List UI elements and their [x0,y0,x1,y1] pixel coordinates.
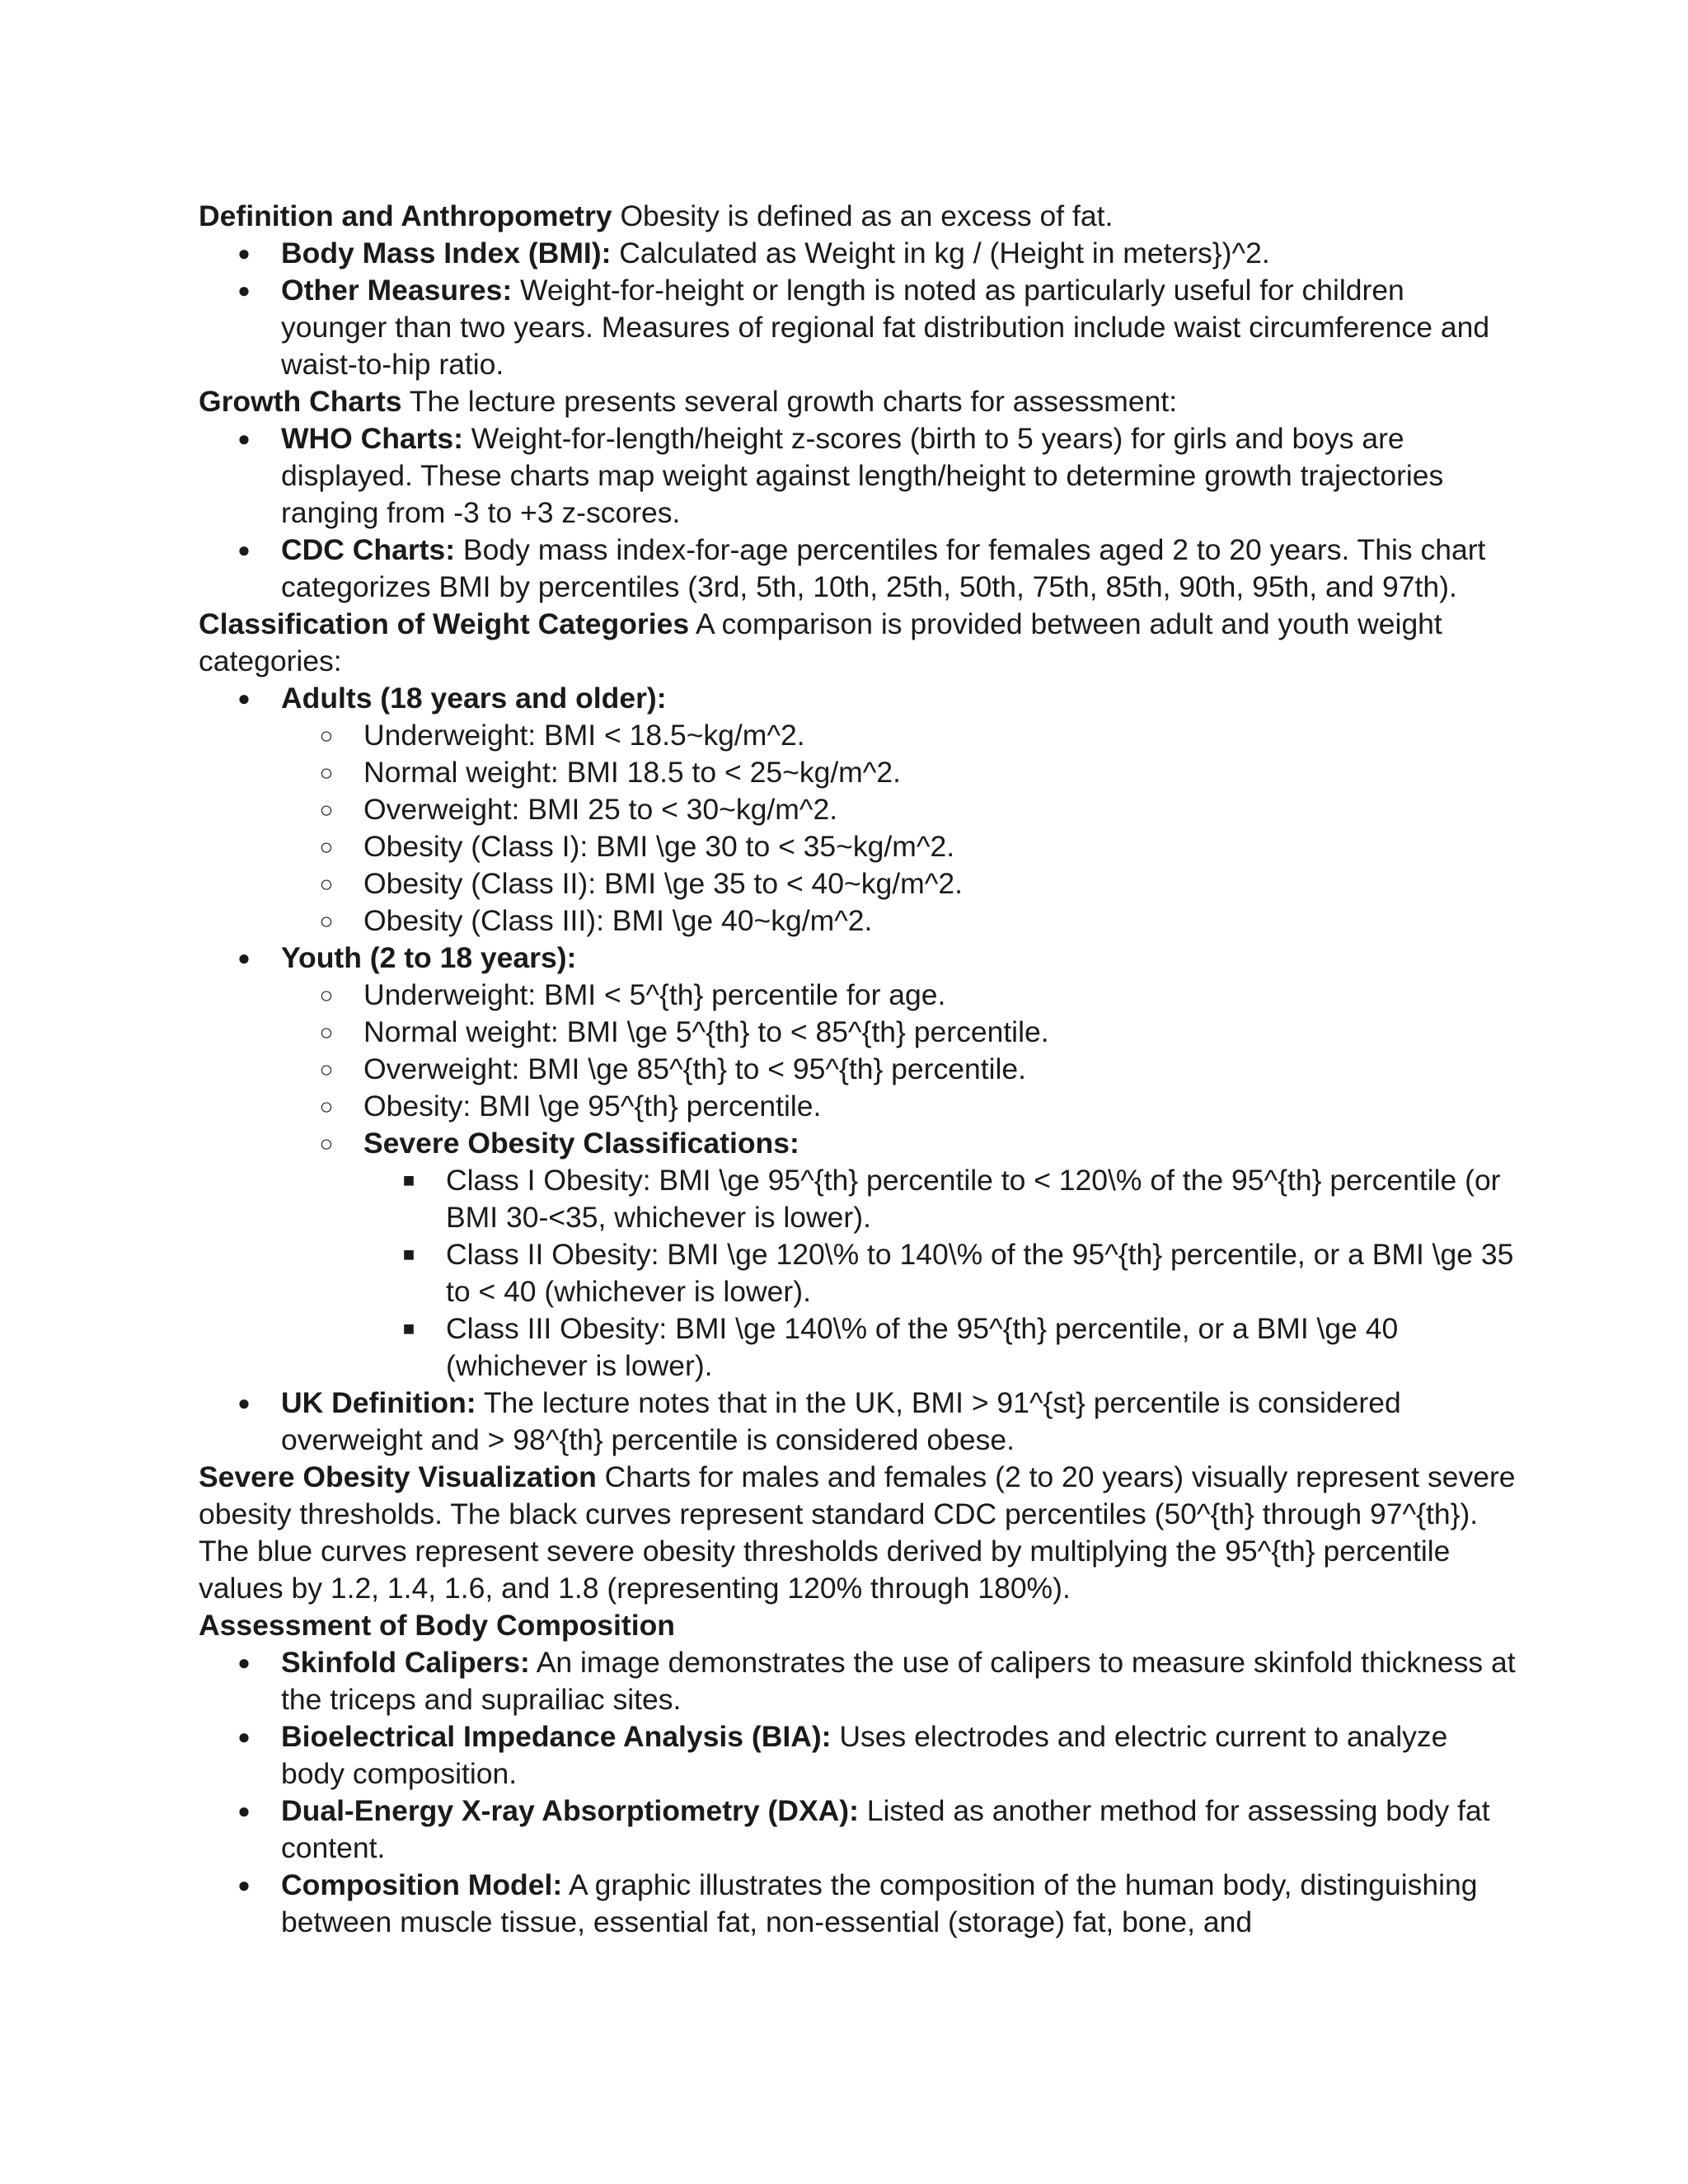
definition-text: Obesity is defined as an excess of fat. [612,199,1114,232]
bullet-disc-icon: ● [237,537,251,562]
paragraph-body-composition [199,1607,1517,1644]
bullet-square-icon: ■ [402,1244,415,1266]
bullet-circle-icon: ○ [319,982,334,1008]
bullet-disc-icon: ● [237,241,251,265]
adults-label: Adults (18 years and older): [281,682,667,715]
list-item-bia [199,1718,1517,1793]
classification-text: A comparison is provided between adult and youth weight categories: [199,607,1442,677]
heading-body-composition: Assessment of Body Composition [199,1609,675,1642]
heading-classification: Classification of Weight Categories [199,607,690,640]
bmi-label: Body Mass Index (BMI): [281,237,612,269]
severe-class-text: Class I Obesity: BMI \ge 95^{th} percentile to < 120\% of the 95^{th} percentile (or BMI 30-<35, whichever is lower). [446,1164,1501,1234]
growth-text: The lecture presents several growth charts for assessment: [401,385,1178,418]
bullet-circle-icon: ○ [319,797,334,823]
list-item-other-measures [199,272,1517,383]
list-item-bmi [199,235,1517,272]
bullet-circle-icon: ○ [319,1019,334,1045]
youth-category-text: Obesity: BMI \ge 95^{th} percentile. [363,1090,822,1122]
paragraph-definition [199,198,1517,235]
list-item-skinfold [199,1644,1517,1718]
list-item-uk [199,1385,1517,1459]
bullet-disc-icon: ● [237,945,251,970]
bullet-disc-icon: ● [237,1872,251,1897]
dxa-text: Listed as another method for assessing body fat content. [281,1794,1490,1864]
who-label: WHO Charts: [281,422,463,455]
composition-model-text: A graphic illustrates the composition of the human body, distinguishing between muscle tissue, essential fat, non-essential (storage) fat, bone, and [281,1868,1478,1938]
heading-growth: Growth Charts [199,385,402,418]
uk-label: UK Definition: [281,1386,476,1419]
youth-category-text: Underweight: BMI < 5^{th} percentile for age. [363,978,946,1011]
severe-visualization-text: Charts for males and females (2 to 20 years) visually represent severe obesity thresholds. The black curves represent standard CDC percentiles (50^{th} through 97^{th}). The blue curves represent severe obesity thresholds derived by multiplying the 95^{th} percentile values by 1.2, 1.4, 1.6, and 1.8 (representing 120% through 180%). [199,1460,1516,1605]
adult-category-text: Normal weight: BMI 18.5 to < 25~kg/m^2. [363,756,902,789]
list-item-who [199,420,1517,532]
youth-category-text: Normal weight: BMI \ge 5^{th} to < 85^{th} percentile. [363,1015,1049,1048]
bullet-circle-icon: ○ [319,1131,334,1156]
cdc-text: Body mass index-for-age percentiles for females aged 2 to 20 years. This chart categorizes BMI by percentiles (3rd, 5th, 10th, 25th, 50th, 75th, 85th, 90th, 95th, and 97th). [281,533,1486,603]
bullet-disc-icon: ● [237,1650,251,1675]
composition-model-label: Composition Model: [281,1868,563,1901]
list-item-youth-category [199,1014,1517,1051]
heading-severe-visualization: Severe Obesity Visualization [199,1460,597,1493]
list-item-dxa [199,1793,1517,1867]
paragraph-growth [199,383,1517,420]
bmi-text: Calculated as Weight in kg / (Height in meters})^2. [611,237,1270,269]
youth-label: Youth (2 to 18 years): [281,941,577,974]
who-text: Weight-for-length/height z-scores (birth to 5 years) for girls and boys are displayed. These charts map weight against length/height to determine growth trajectories ranging from -3 to +3 z-scores. [281,422,1444,529]
bullet-circle-icon: ○ [319,1094,334,1119]
list-item-composition-model [199,1867,1517,1941]
other-measures-label: Other Measures: [281,274,513,307]
youth-category-text: Overweight: BMI \ge 85^{th} to < 95^{th} percentile. [363,1052,1026,1085]
adult-category-text: Underweight: BMI < 18.5~kg/m^2. [363,719,805,752]
bullet-square-icon: ■ [402,1169,415,1192]
bullet-disc-icon: ● [237,1390,251,1415]
list-item-adult-category [199,828,1517,865]
severe-class-text: Class III Obesity: BMI \ge 140\% of the 95^{th} percentile, or a BMI \ge 40 (whichever is lower). [446,1312,1399,1382]
list-item-adults [199,680,1517,717]
other-measures-text: Weight-for-height or length is noted as particularly useful for children younger than two years. Measures of regional fat distribution include waist circumference and waist-to-hip ratio. [281,274,1490,381]
list-item-youth [199,940,1517,977]
adult-category-text: Overweight: BMI 25 to < 30~kg/m^2. [363,793,838,826]
bullet-square-icon: ■ [402,1318,415,1340]
cdc-label: CDC Charts: [281,533,456,566]
list-item-youth-category [199,977,1517,1014]
bullet-circle-icon: ○ [319,908,334,934]
bullet-circle-icon: ○ [319,1057,334,1082]
list-item-severe-obesity [199,1125,1517,1162]
bullet-circle-icon: ○ [319,760,334,785]
list-item-adult-category [199,902,1517,940]
list-item-adult-category [199,754,1517,791]
paragraph-severe-visualization [199,1459,1517,1607]
adult-category-text: Obesity (Class I): BMI \ge 30 to < 35~kg/m^2. [363,830,955,863]
severe-class-text: Class II Obesity: BMI \ge 120\% to 140\% of the 95^{th} percentile, or a BMI \ge 35 to < 40 (whichever is lower). [446,1238,1514,1308]
dxa-label: Dual-Energy X-ray Absorptiometry (DXA): [281,1794,859,1827]
bullet-disc-icon: ● [237,1798,251,1823]
list-item-severe-class [199,1162,1517,1236]
list-item-adult-category [199,791,1517,828]
paragraph-classification [199,606,1517,680]
bia-label: Bioelectrical Impedance Analysis (BIA): [281,1720,832,1753]
adult-category-text: Obesity (Class III): BMI \ge 40~kg/m^2. [363,904,873,937]
list-item-adult-category [199,865,1517,902]
bia-text: Uses electrodes and electric current to analyze body composition. [281,1720,1448,1790]
bullet-disc-icon: ● [237,1724,251,1749]
heading-definition: Definition and Anthropometry [199,199,612,232]
bullet-circle-icon: ○ [319,871,334,897]
bullet-circle-icon: ○ [319,834,334,860]
list-item-youth-category [199,1051,1517,1088]
list-item-youth-category [199,1088,1517,1125]
adult-category-text: Obesity (Class II): BMI \ge 35 to < 40~kg/m^2. [363,867,963,900]
bullet-disc-icon: ● [237,686,251,710]
bullet-disc-icon: ● [237,426,251,451]
list-item-severe-class [199,1236,1517,1310]
list-item-cdc [199,532,1517,606]
bullet-circle-icon: ○ [319,723,334,748]
list-item-adult-category [199,717,1517,754]
list-item-severe-class [199,1310,1517,1385]
skinfold-label: Skinfold Calipers: [281,1646,530,1679]
severe-obesity-label: Severe Obesity Classifications: [363,1127,799,1160]
bullet-disc-icon: ● [237,278,251,302]
skinfold-text: An image demonstrates the use of calipers to measure skinfold thickness at the triceps and suprailiac sites. [281,1646,1516,1716]
document-body [199,198,1517,1941]
uk-text: The lecture notes that in the UK, BMI > 91^{st} percentile is considered overweight and > 98^{th} percentile is considered obese. [281,1386,1401,1456]
